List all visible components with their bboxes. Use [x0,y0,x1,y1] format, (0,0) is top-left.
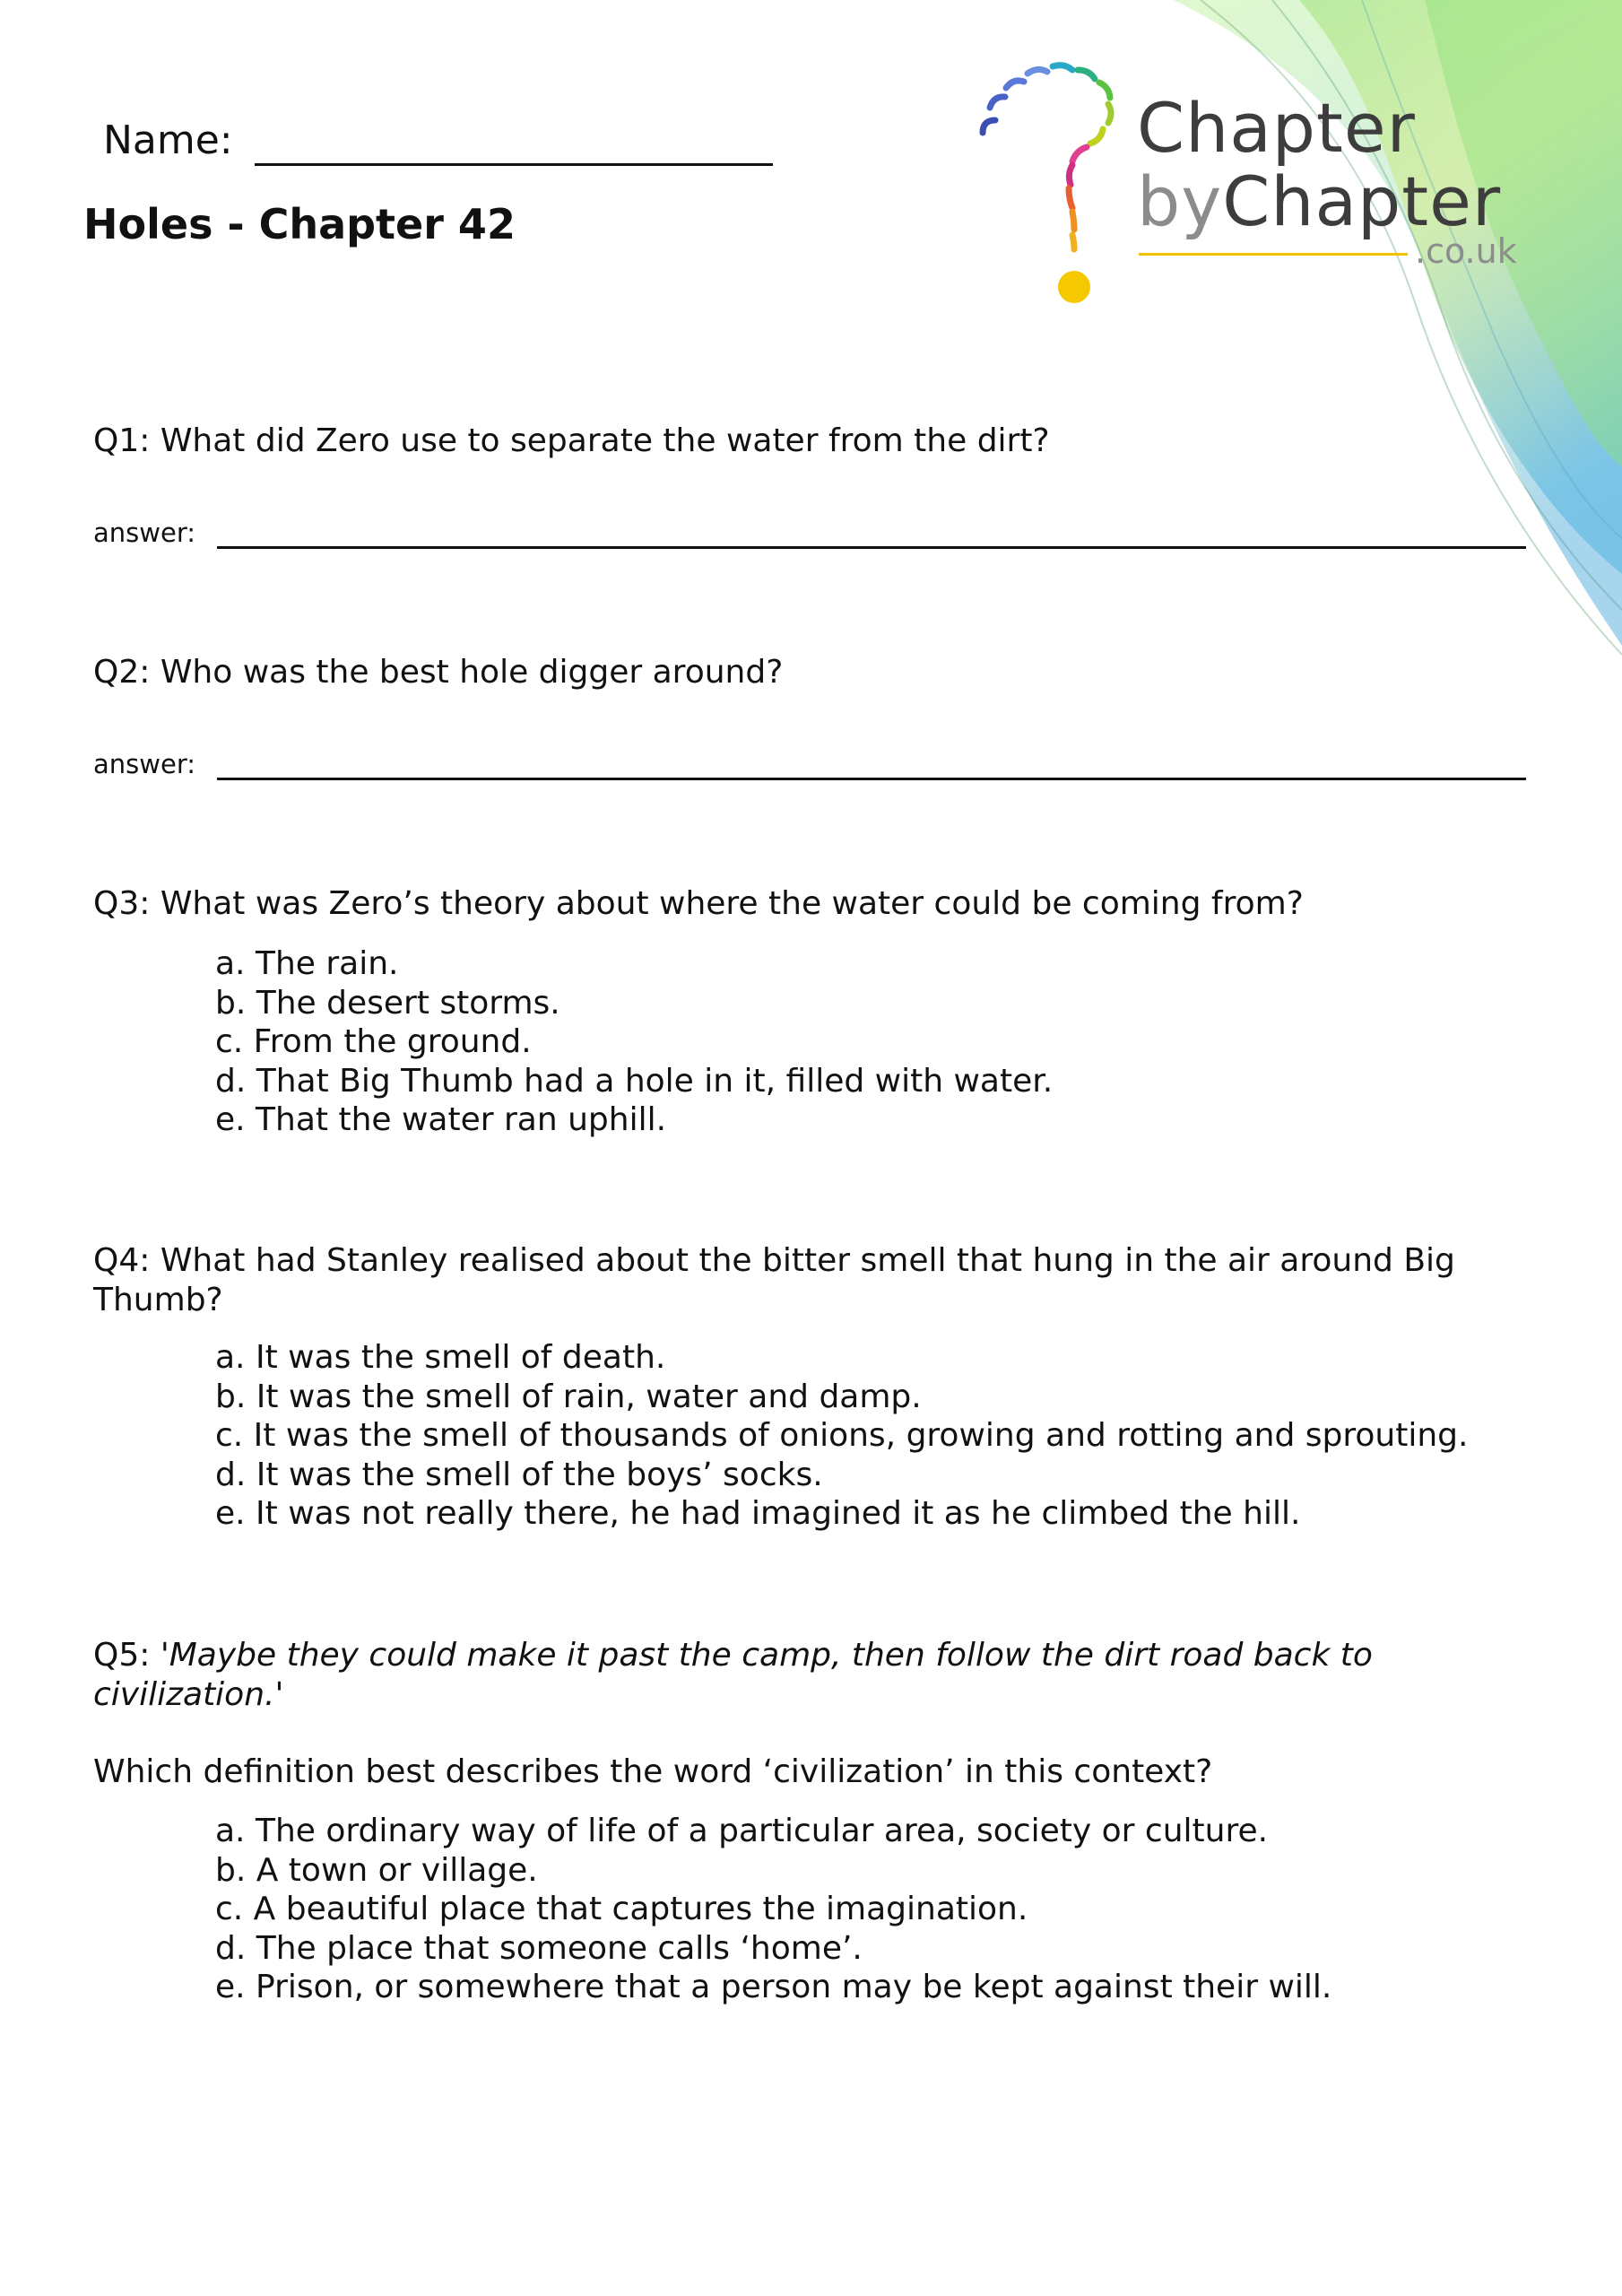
option-a[interactable]: a. The rain. [215,945,399,982]
question-5-options [215,1812,1542,2007]
question-4: Q4: What had Stanley realised about the bitter smell that hung in the air around Big Thumb? [93,1242,1455,1318]
answer-row-2 [93,748,1526,780]
option-d[interactable]: d. The place that someone calls ‘home’. [215,1929,863,1967]
option-d[interactable]: d. That Big Thumb had a hole in it, filled with water. [215,1062,1054,1100]
question-5-quote [93,1636,1474,1715]
question-5: Which definition best describes the word ‘civilization’ in this context? [93,1753,1213,1790]
option-e[interactable]: e. Prison, or somewhere that a person may be kept against their will. [215,1969,1332,2005]
name-row [103,115,773,166]
answer-line-1[interactable] [217,523,1526,549]
option-e[interactable]: e. It was not really there, he had imagined it as he climbed the hill. [215,1495,1301,1532]
question-5-quote-text: 'Maybe they could make it past the camp, then follow the dirt road back to civilization.' [93,1637,1373,1713]
answer-label: answer: [93,749,196,779]
answer-line-2[interactable] [217,754,1526,780]
question-1: Q1: What did Zero use to separate the water from the dirt? [93,422,1050,459]
option-a[interactable]: a. The ordinary way of life of a particular area, society or culture. [215,1813,1269,1849]
option-b[interactable]: b. The desert storms. [215,984,560,1022]
question-2: Q2: Who was the best hole digger around? [93,654,784,691]
answer-row-1 [93,517,1526,549]
option-e[interactable]: e. That the water ran uphill. [215,1101,667,1138]
question-3: Q3: What was Zero’s theory about where the water could be coming from? [93,885,1304,922]
logo-underline [1139,253,1408,256]
worksheet-title: Holes - Chapter 42 [83,200,516,248]
option-b[interactable]: b. It was the smell of rain, water and damp. [215,1378,922,1415]
option-c[interactable]: c. From the ground. [215,1023,532,1060]
option-d[interactable]: d. It was the smell of the boys’ socks. [215,1456,823,1493]
logo-text-chapter: Chapter [1137,88,1416,168]
question-3-options [215,944,1542,1140]
option-c[interactable]: c. It was the smell of thousands of onions, growing and rotting and sprouting. [215,1417,1469,1454]
logo-text-domain: .co.uk [1415,231,1517,271]
option-a[interactable]: a. It was the smell of death. [215,1339,666,1376]
option-b[interactable]: b. A town or village. [215,1851,538,1889]
logo-text-by: by [1137,161,1223,241]
question-4-options [215,1338,1542,1534]
name-write-line[interactable] [255,115,773,166]
question-5-prefix: Q5: [93,1637,160,1674]
logo-text-chapter2: Chapter [1222,161,1502,241]
logo-text-bychapter [1137,163,1501,240]
name-label: Name: [103,117,233,163]
answer-label: answer: [93,517,196,548]
option-c[interactable]: c. A beautiful place that captures the imagination. [215,1891,1028,1927]
